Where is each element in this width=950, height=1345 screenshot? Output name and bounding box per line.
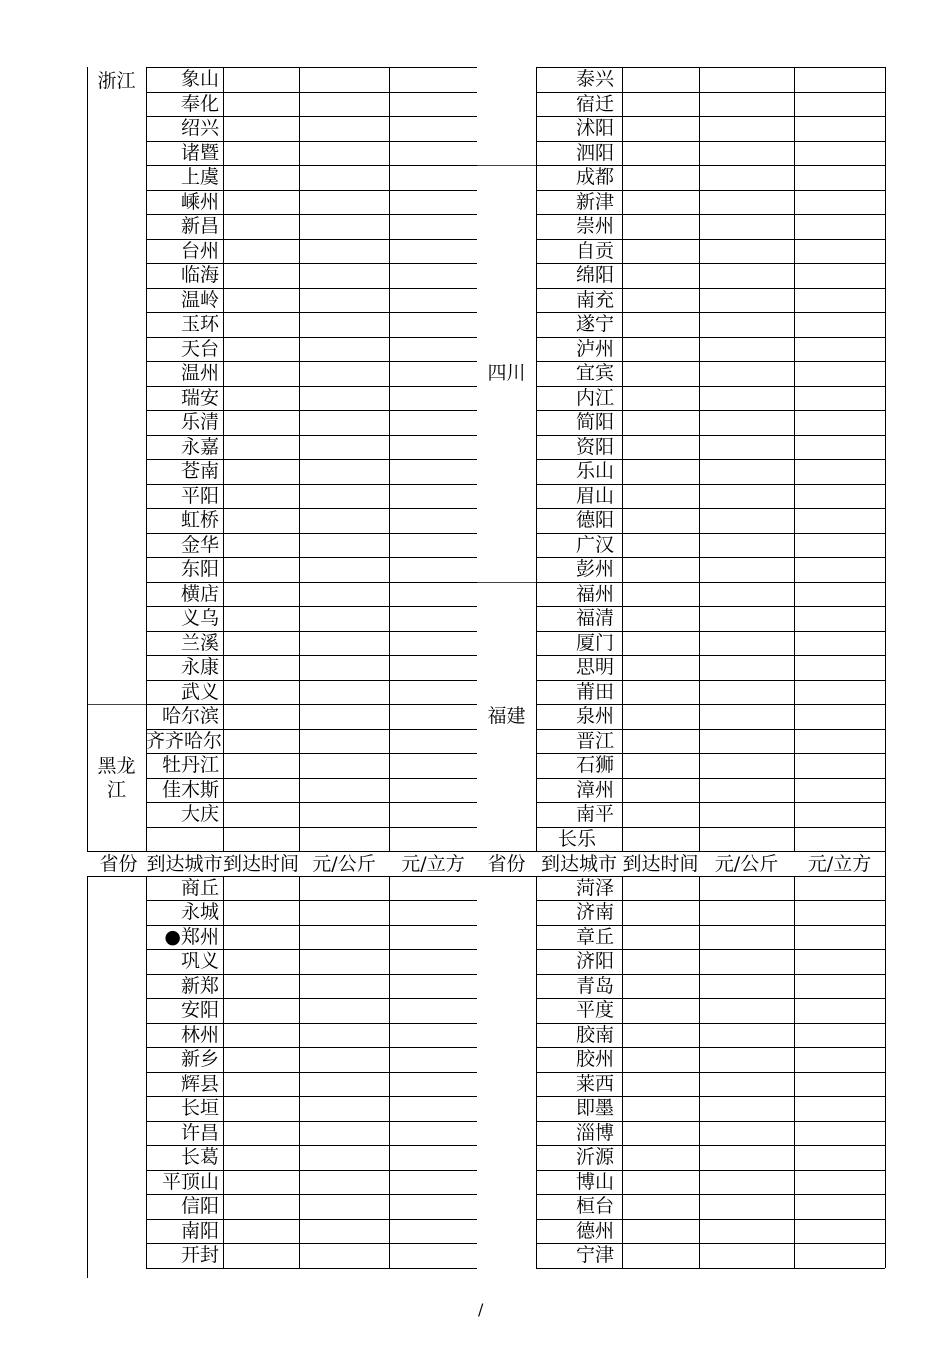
city-cell: 绵阳 — [575, 264, 614, 286]
city-cell: 温州 — [180, 362, 219, 384]
city-cell: 长垣 — [180, 1097, 219, 1119]
city-cell: 莆田 — [575, 680, 614, 703]
city-cell: 沭阳 — [575, 117, 614, 139]
city-cell: 苍南 — [180, 460, 219, 482]
city-cell: 宁津 — [575, 1244, 614, 1266]
city-cell: 青岛 — [575, 974, 614, 997]
col-line — [389, 67, 390, 851]
city-cell: 诸暨 — [180, 141, 219, 164]
city-cell: 内江 — [575, 386, 614, 409]
city-cell: 象山 — [180, 68, 219, 90]
city-cell: 石狮 — [575, 754, 614, 776]
col-line — [299, 67, 300, 851]
header-price-per-m3: 元/立方 — [807, 853, 872, 875]
city-cell: 乐山 — [575, 460, 614, 482]
city-cell: 永城 — [180, 901, 219, 923]
city-cell: 资阳 — [575, 435, 614, 458]
header-province: 省份 — [487, 853, 526, 875]
city-cell: 虹桥 — [180, 509, 219, 531]
city-cell: 兰溪 — [180, 631, 219, 654]
col-line — [794, 876, 795, 1268]
city-cell: 哈尔滨 — [161, 705, 219, 727]
col-line — [885, 851, 886, 876]
city-cell: 泰兴 — [575, 68, 614, 90]
city-cell: 乐清 — [180, 411, 219, 433]
city-cell: 崇州 — [575, 215, 614, 237]
city-cell: 长葛 — [180, 1146, 219, 1168]
city-cell: 许昌 — [180, 1121, 219, 1144]
col-line — [87, 876, 88, 1278]
col-line — [622, 67, 623, 851]
city-cell: 成都 — [575, 166, 614, 188]
city-cell: 德州 — [575, 1219, 614, 1242]
city-cell: 开封 — [180, 1244, 219, 1266]
row-line — [146, 827, 477, 828]
city-cell: 泗阳 — [575, 141, 614, 164]
city-cell: 巩义 — [180, 950, 219, 972]
col-line — [699, 67, 700, 851]
city-cell: 宜宾 — [575, 362, 614, 384]
city-cell: 武义 — [180, 680, 219, 703]
city-cell: 新津 — [575, 190, 614, 213]
city-cell: 淄博 — [575, 1121, 614, 1144]
province-label: 浙江 — [97, 70, 136, 92]
header-province: 省份 — [99, 853, 138, 875]
city-cell: 南充 — [575, 288, 614, 311]
col-line — [87, 67, 88, 851]
city-cell: 横店 — [180, 582, 219, 605]
city-cell: 晋江 — [575, 729, 614, 752]
city-cell: 德阳 — [575, 509, 614, 531]
city-cell: 信阳 — [180, 1195, 219, 1217]
city-cell: 佳木斯 — [161, 778, 219, 801]
city-cell: ●郑州 — [164, 925, 219, 948]
col-line — [299, 876, 300, 1268]
col-line — [794, 67, 795, 851]
city-cell: 嵊州 — [180, 190, 219, 213]
col-line — [146, 876, 147, 1268]
header-arrival-city: 到达城市 — [146, 853, 223, 875]
city-cell: 永康 — [180, 656, 219, 678]
city-cell: 简阳 — [575, 411, 614, 433]
header-price-per-kg: 元/公斤 — [312, 853, 376, 875]
city-cell: 菏泽 — [575, 876, 614, 899]
city-cell: 南平 — [575, 803, 614, 825]
page-footer-mark: / — [478, 1300, 484, 1319]
col-line — [536, 67, 537, 851]
province-label: 福建 — [487, 705, 526, 728]
city-cell: 永嘉 — [180, 435, 219, 458]
city-cell: 广汉 — [575, 533, 614, 556]
city-cell: 章丘 — [575, 925, 614, 948]
city-cell: 绍兴 — [180, 117, 219, 139]
city-cell: 沂源 — [575, 1146, 614, 1168]
city-cell: 济南 — [575, 901, 614, 923]
city-cell: 南阳 — [180, 1219, 219, 1242]
city-cell: 义乌 — [180, 607, 219, 629]
col-line — [699, 876, 700, 1268]
col-line — [885, 67, 886, 851]
city-cell: 新昌 — [180, 215, 219, 237]
city-cell: 泸州 — [575, 337, 614, 360]
city-cell: 平度 — [575, 999, 614, 1021]
city-cell: 玉环 — [180, 313, 219, 335]
city-cell: 宿迁 — [575, 92, 614, 115]
city-cell: 遂宁 — [575, 313, 614, 335]
city-cell: 牡丹江 — [161, 754, 219, 776]
city-cell: 即墨 — [575, 1097, 614, 1119]
col-line — [885, 876, 886, 1268]
province-separator — [477, 165, 536, 166]
city-cell: 东阳 — [180, 558, 219, 580]
col-line — [146, 67, 147, 851]
header-price-per-kg: 元/公斤 — [714, 853, 779, 875]
city-cell: 临海 — [180, 264, 219, 286]
city-cell: 胶州 — [575, 1048, 614, 1070]
header-price-per-m3: 元/立方 — [401, 853, 465, 875]
header-arrival-time: 到达时间 — [622, 853, 699, 875]
city-cell: 福州 — [575, 582, 614, 605]
row-line — [536, 1268, 885, 1269]
city-cell: 瑞安 — [180, 386, 219, 409]
province-label: 四川 — [487, 362, 526, 385]
city-cell: 长乐 — [558, 827, 597, 850]
city-cell: 漳州 — [575, 778, 614, 801]
col-line — [223, 876, 224, 1268]
city-cell: 新乡 — [180, 1048, 219, 1070]
city-cell: 林州 — [180, 1023, 219, 1046]
row-line — [146, 1268, 477, 1269]
col-line — [389, 876, 390, 1268]
city-cell: 桓台 — [575, 1195, 614, 1217]
city-cell: 辉县 — [180, 1072, 219, 1095]
top-line — [146, 67, 477, 68]
city-cell: 彭州 — [575, 558, 614, 580]
header-arrival-city: 到达城市 — [540, 853, 617, 875]
city-cell: 眉山 — [575, 484, 614, 507]
col-line — [622, 876, 623, 1268]
city-cell: 泉州 — [575, 705, 614, 727]
city-cell: 温岭 — [180, 288, 219, 311]
col-line — [223, 67, 224, 851]
header-arrival-time: 到达时间 — [222, 853, 299, 875]
city-cell: 天台 — [180, 337, 219, 360]
city-cell: 台州 — [180, 239, 219, 262]
city-cell: 平阳 — [180, 484, 219, 507]
city-cell: 济阳 — [575, 950, 614, 972]
city-cell: 新郑 — [180, 974, 219, 997]
top-line — [536, 67, 885, 68]
city-cell: 安阳 — [180, 999, 219, 1021]
city-cell: 大庆 — [180, 803, 219, 825]
province-separator — [477, 582, 536, 583]
city-cell: 齐齐哈尔 — [146, 729, 223, 752]
city-cell: 博山 — [575, 1170, 614, 1193]
city-cell: 奉化 — [180, 92, 219, 115]
city-cell: 莱西 — [575, 1072, 614, 1095]
col-line — [536, 876, 537, 1268]
city-cell: 商丘 — [180, 876, 219, 899]
city-cell: 自贡 — [575, 239, 614, 262]
city-cell: 胶南 — [575, 1023, 614, 1046]
city-cell: 厦门 — [575, 631, 614, 654]
province-label: 黑龙 江 — [97, 754, 136, 801]
city-cell: 福清 — [575, 607, 614, 629]
city-cell: 上虞 — [180, 166, 219, 188]
city-cell: 平顶山 — [161, 1170, 219, 1193]
city-cell: 金华 — [180, 533, 219, 556]
province-separator — [87, 704, 146, 705]
city-cell: 思明 — [575, 656, 614, 678]
